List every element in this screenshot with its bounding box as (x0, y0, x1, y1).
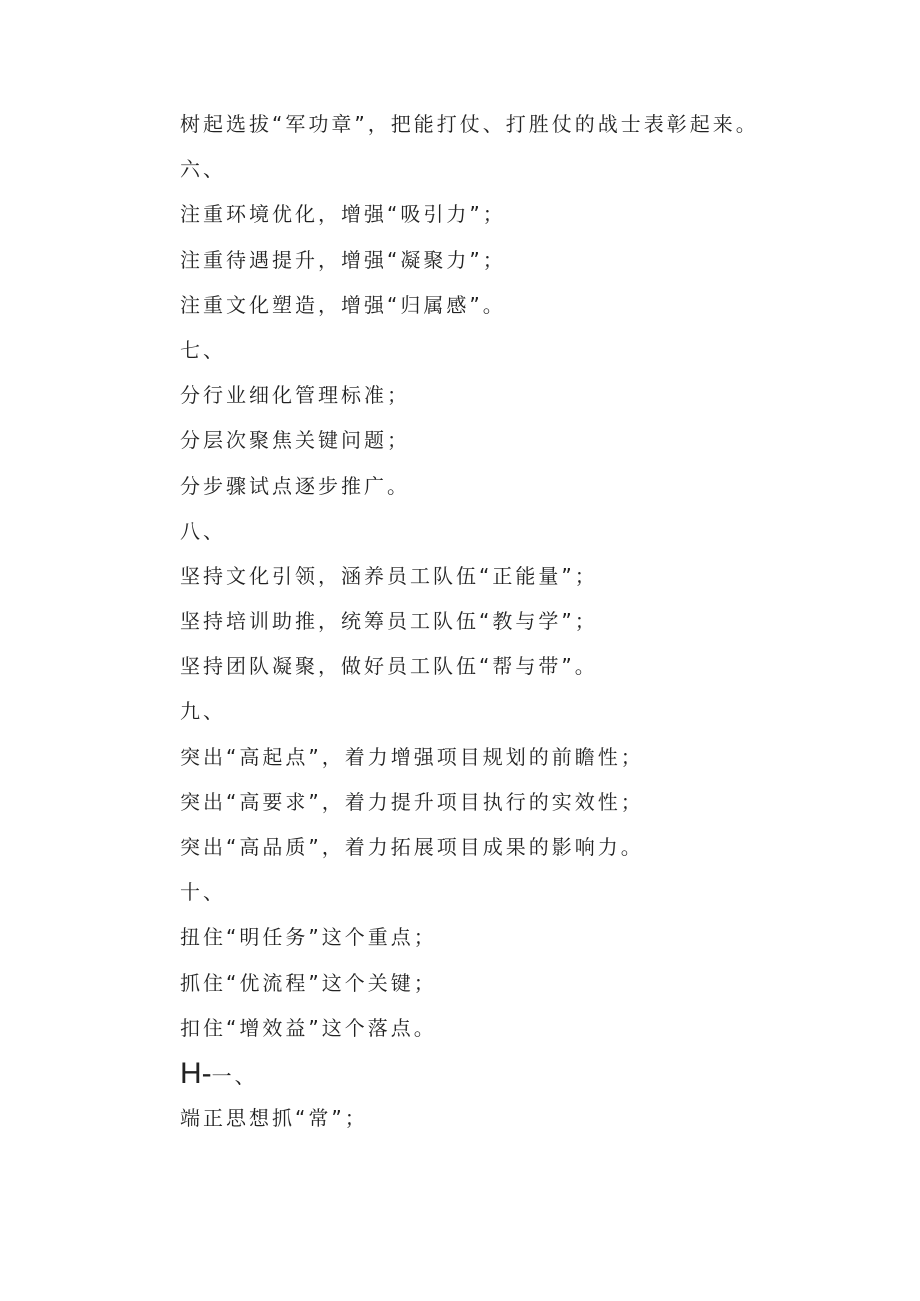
text-line: 分行业细化管理标准； (180, 383, 410, 408)
section-heading-six: 六、 (180, 157, 226, 182)
text-line: 坚持培训助推，统筹员工队伍“教与学”； (180, 609, 598, 634)
text-line: 抓住“优流程”这个关键； (180, 970, 437, 995)
text-line: 注重文化塑造，增强“归属感”。 (180, 292, 506, 317)
text-line: 注重待遇提升，增强“凝聚力”； (180, 247, 506, 272)
text-line: 突出“高要求”，着力提升项目执行的实效性； (180, 789, 644, 814)
section-heading-seven: 七、 (180, 337, 226, 362)
text-line: 分层次聚焦关键问题； (180, 428, 410, 453)
text-line: 突出“高起点”，着力增强项目规划的前瞻性； (180, 744, 644, 769)
document-body (180, 102, 880, 1141)
section-heading-eleven (180, 1051, 880, 1096)
text-line: 注重环境优化，增强“吸引力”； (180, 202, 506, 227)
section-heading-nine: 九、 (180, 699, 226, 724)
section-heading-eight: 八、 (180, 518, 226, 543)
section-heading-ten: 十、 (180, 880, 226, 905)
text-line: 坚持文化引领，涵养员工队伍“正能量”； (180, 563, 598, 588)
text-line: 坚持团队凝聚，做好员工队伍“帮与带”。 (180, 654, 598, 679)
text-line: 扭住“明任务”这个重点； (180, 925, 437, 950)
heading-eleven-small: 一、 (211, 1063, 258, 1088)
text-line: 扣住“增效益”这个落点。 (180, 1015, 437, 1040)
text-line: 树起选拔“军功章”，把能打仗、打胜仗的战士表彰起来。 (180, 112, 759, 136)
text-line: 突出“高品质”，着力拓展项目成果的影响力。 (180, 835, 644, 859)
heading-eleven-big: H- (180, 1056, 212, 1090)
text-line: 端正思想抓“常”； (180, 1106, 368, 1131)
text-line: 分步骤试点逐步推广。 (180, 473, 410, 498)
